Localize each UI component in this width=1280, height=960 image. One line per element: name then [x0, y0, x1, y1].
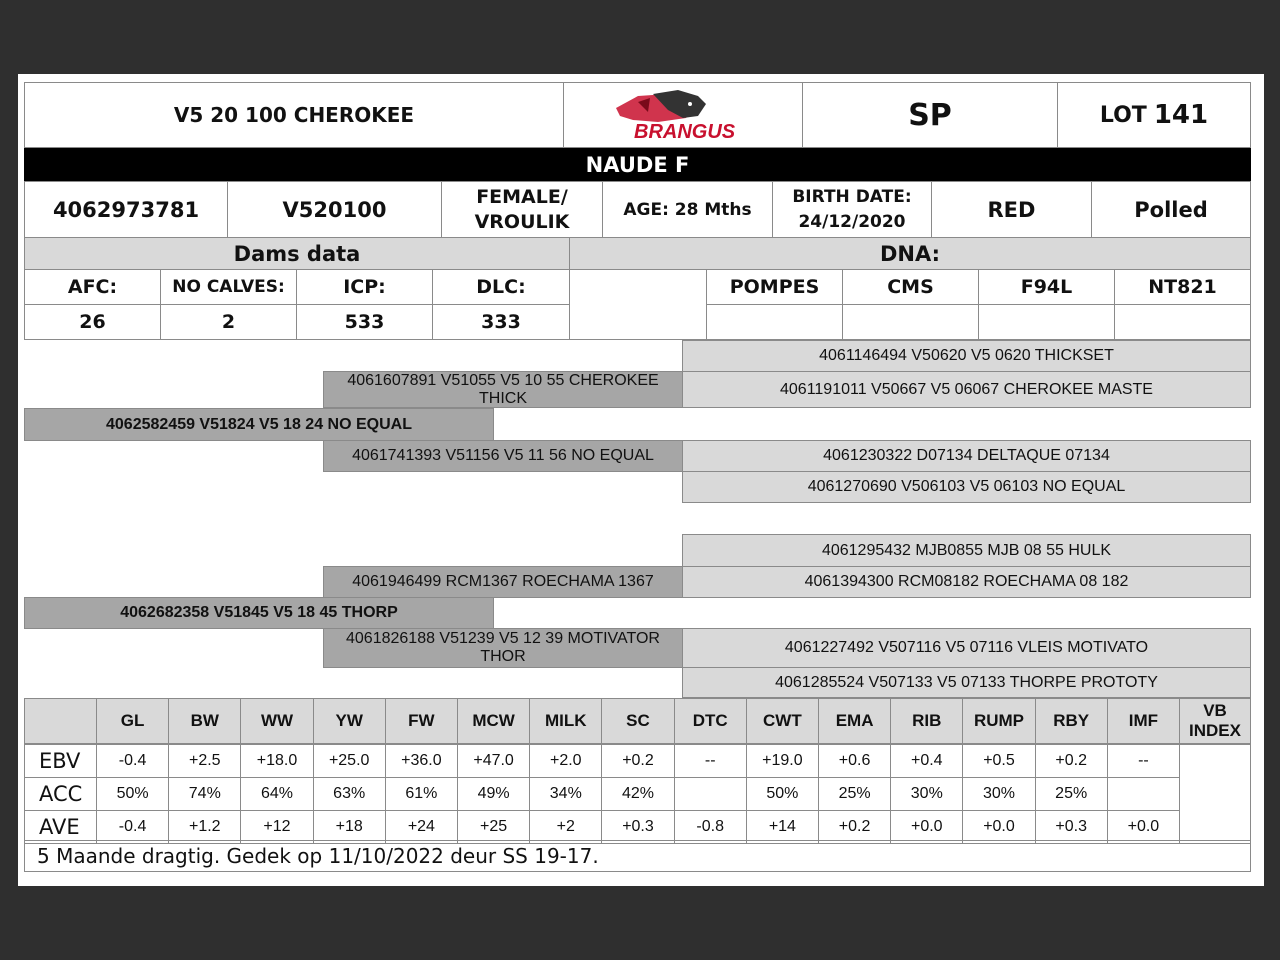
ebv-cell: +36.0	[385, 744, 458, 778]
pedigree-sdd: 4061270690 V506103 V5 06103 NO EQUAL	[682, 471, 1251, 503]
dams-value-icp: 533	[296, 304, 433, 340]
ebv-cell: +14	[746, 810, 819, 844]
herd-code: V520100	[282, 197, 387, 222]
age-cell	[602, 181, 773, 238]
ebv-row-label-ebv: EBV	[24, 744, 97, 778]
colour-cell	[931, 181, 1092, 238]
dna-value-pompes	[706, 304, 843, 340]
ebv-cell: 61%	[385, 777, 458, 811]
ebv-cell: -0.4	[96, 810, 169, 844]
ebv-cell: 25%	[1035, 777, 1108, 811]
ebv-cell: +0.2	[601, 744, 674, 778]
pedigree-dds: 4061227492 V507116 V5 07116 VLEIS MOTIVATO	[682, 628, 1251, 668]
sex-cell	[441, 181, 603, 238]
ebv-cell: +0.0	[962, 810, 1035, 844]
dna-label-nt821: NT821	[1114, 269, 1251, 305]
ebv-cell: +0.5	[962, 744, 1035, 778]
ebv-cell: +19.0	[746, 744, 819, 778]
horn-status-cell	[1091, 181, 1251, 238]
ebv-col-ema: EMA	[818, 698, 891, 744]
ebv-col-imf: IMF	[1107, 698, 1180, 744]
dna-value-f94l	[978, 304, 1115, 340]
ebv-vb-index-value	[1179, 744, 1251, 844]
ebv-cell: +18.0	[240, 744, 313, 778]
ebv-col-rump: RUMP	[962, 698, 1035, 744]
ebv-cell: +12	[240, 810, 313, 844]
ebv-col-ww: WW	[240, 698, 313, 744]
ebv-cell: 50%	[96, 777, 169, 811]
remarks-text: 5 Maande dragtig. Gedek op 11/10/2022 deur SS 19-17.	[37, 844, 599, 868]
ebv-row-label-ave: AVE	[24, 810, 97, 844]
owner-band	[24, 148, 1251, 181]
ebv-col-fw: FW	[385, 698, 458, 744]
owner-name: NAUDE F	[585, 152, 690, 177]
age: AGE: 28 Mths	[623, 199, 752, 220]
pedigree-ssd: 4061191011 V50667 V5 06067 CHEROKEE MASTE	[682, 371, 1251, 408]
ebv-cell: +25.0	[313, 744, 386, 778]
ebv-cell: +24	[385, 810, 458, 844]
animal-name: V5 20 100 CHEROKEE	[173, 103, 415, 127]
ebv-cell: +25	[457, 810, 530, 844]
ebv-cell: +2	[529, 810, 602, 844]
dna-title: DNA:	[879, 241, 941, 266]
ebv-cell: 64%	[240, 777, 313, 811]
lot-card	[18, 74, 1264, 886]
ebv-cell: --	[1107, 744, 1180, 778]
ebv-cell: 50%	[746, 777, 819, 811]
pedigree-dss: 4061295432 MJB0855 MJB 08 55 HULK	[682, 534, 1251, 567]
ebv-col-sc: SC	[601, 698, 674, 744]
birth-date: 24/12/2020	[798, 211, 906, 232]
ebv-cell	[674, 777, 747, 811]
ebv-col-rby: RBY	[1035, 698, 1108, 744]
ebv-cell: 42%	[601, 777, 674, 811]
dams-value-dlc: 333	[432, 304, 570, 340]
ebv-cell: 49%	[457, 777, 530, 811]
pedigree-sire-dam: 4061741393 V51156 V5 11 56 NO EQUAL	[323, 440, 683, 472]
pedigree-sds: 4061230322 D07134 DELTAQUE 07134	[682, 440, 1251, 472]
animal-name-cell	[24, 82, 564, 148]
dna-label-pompes: POMPES	[706, 269, 843, 305]
pedigree-dam-dam: 4061826188 V51239 V5 12 39 MOTIVATOR THOR	[323, 628, 683, 668]
ebv-col-dtc: DTC	[674, 698, 747, 744]
ebv-col-milk: MILK	[529, 698, 602, 744]
dams-label-icp: ICP:	[296, 269, 433, 305]
pedigree-dsd: 4061394300 RCM08182 ROECHAMA 08 182	[682, 566, 1251, 598]
ebv-cell: +1.2	[168, 810, 241, 844]
ebv-cell: +18	[313, 810, 386, 844]
lot-number: 141	[1153, 100, 1209, 130]
birth-date-cell	[772, 181, 932, 238]
lot-label: LOT	[1099, 102, 1147, 128]
ebv-corner	[24, 698, 97, 744]
ebv-cell: 34%	[529, 777, 602, 811]
sex-line2: VROULIK	[474, 210, 570, 233]
ebv-cell: --	[674, 744, 747, 778]
lot-cell	[1057, 82, 1251, 148]
birth-date-label: BIRTH DATE:	[792, 186, 912, 207]
pedigree-dam: 4062682358 V51845 V5 18 45 THORP	[24, 597, 494, 629]
pedigree-sire: 4062582459 V51824 V5 18 24 NO EQUAL	[24, 408, 494, 441]
dams-value-calves: 2	[160, 304, 297, 340]
dna-value-nt821	[1114, 304, 1251, 340]
ebv-cell: +0.3	[601, 810, 674, 844]
ebv-cell: +0.4	[890, 744, 963, 778]
ebv-cell: +0.0	[890, 810, 963, 844]
grade-cell	[802, 82, 1058, 148]
ebv-cell: 63%	[313, 777, 386, 811]
ebv-cell: 30%	[890, 777, 963, 811]
pedigree-ddd: 4061285524 V507133 V5 07133 THORPE PROTOTY	[682, 667, 1251, 698]
ebv-cell: -0.8	[674, 810, 747, 844]
remarks-cell	[24, 840, 1251, 872]
ebv-col-gl: GL	[96, 698, 169, 744]
horn-status: Polled	[1134, 197, 1208, 222]
svg-text:BRANGUS: BRANGUS	[634, 121, 736, 142]
ebv-cell: 74%	[168, 777, 241, 811]
id-number-cell	[24, 181, 228, 238]
ebv-cell	[1107, 777, 1180, 811]
ebv-cell: +0.3	[1035, 810, 1108, 844]
dna-blank-cell	[569, 269, 707, 340]
ebv-cell: +0.6	[818, 744, 891, 778]
ebv-col-bw: BW	[168, 698, 241, 744]
ebv-cell: +2.5	[168, 744, 241, 778]
ebv-cell: 30%	[962, 777, 1035, 811]
ebv-col-vb-index: VB INDEX	[1179, 698, 1251, 744]
ebv-cell: -0.4	[96, 744, 169, 778]
ebv-row-label-acc: ACC	[24, 777, 97, 811]
sex-line1: FEMALE/	[476, 185, 568, 208]
ebv-cell: +0.2	[1035, 744, 1108, 778]
ebv-cell: +47.0	[457, 744, 530, 778]
pedigree-dam-sire: 4061946499 RCM1367 ROECHAMA 1367	[323, 566, 683, 598]
ebv-col-rib: RIB	[890, 698, 963, 744]
dams-data-header	[24, 237, 570, 270]
dna-value-cms	[842, 304, 979, 340]
ebv-cell: +2.0	[529, 744, 602, 778]
ebv-col-cwt: CWT	[746, 698, 819, 744]
dna-label-cms: CMS	[842, 269, 979, 305]
pedigree-sss: 4061146494 V50620 V5 0620 THICKSET	[682, 340, 1251, 372]
dams-label-afc: AFC:	[24, 269, 161, 305]
ebv-cell: 25%	[818, 777, 891, 811]
ebv-col-yw: YW	[313, 698, 386, 744]
pedigree-sire-sire: 4061607891 V51055 V5 10 55 CHEROKEE THICK	[323, 371, 683, 408]
dams-label-calves: NO CALVES:	[160, 269, 297, 305]
dams-data-title: Dams data	[233, 241, 361, 266]
dams-label-dlc: DLC:	[432, 269, 570, 305]
dna-header	[569, 237, 1251, 270]
dna-label-f94l: F94L	[978, 269, 1115, 305]
brangus-logo-icon	[598, 88, 768, 142]
ebv-cell: +0.0	[1107, 810, 1180, 844]
colour: RED	[987, 197, 1036, 222]
grade: SP	[908, 97, 952, 133]
logo-cell	[563, 82, 803, 148]
id-number: 4062973781	[52, 197, 200, 222]
dams-value-afc: 26	[24, 304, 161, 340]
herd-code-cell	[227, 181, 442, 238]
ebv-col-mcw: MCW	[457, 698, 530, 744]
ebv-cell: +0.2	[818, 810, 891, 844]
